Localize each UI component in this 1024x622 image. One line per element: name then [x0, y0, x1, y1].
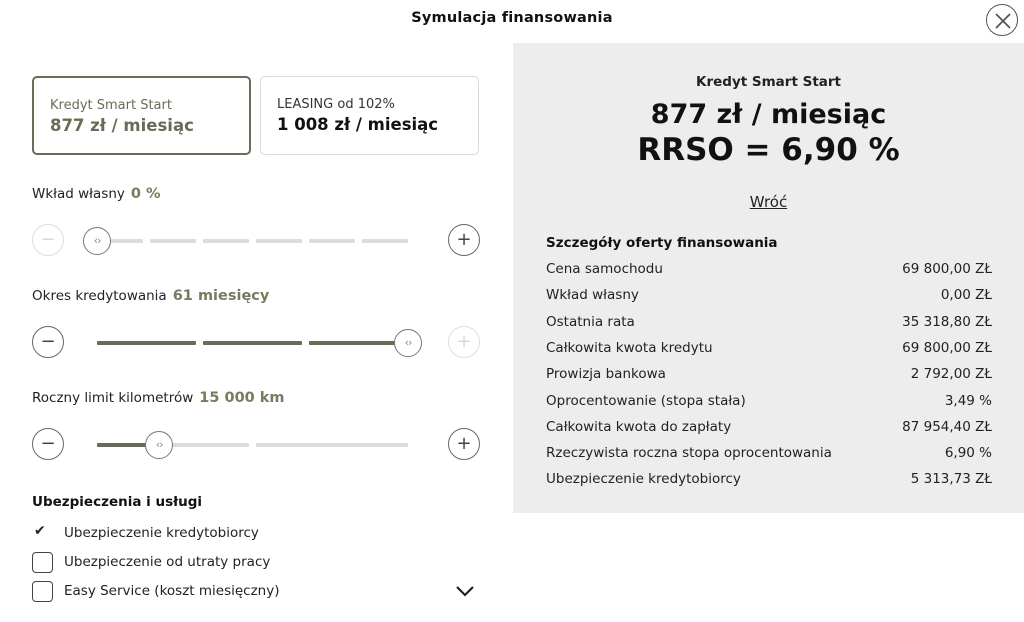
offer-tabs [32, 76, 480, 155]
slider-track-segment[interactable] [256, 239, 302, 243]
services-title: Ubezpieczenia i usługi [32, 494, 203, 510]
period-minus-button[interactable] [32, 326, 64, 358]
mileage-slider-thumb[interactable] [145, 431, 173, 459]
detail-value: 6,90 % [944, 445, 992, 462]
summary-monthly-price: 877 zł / miesiąc [650, 99, 887, 130]
detail-label: Wkład własny [546, 287, 639, 304]
down-payment-value: 0 % [130, 186, 161, 202]
drag-handle-icon: ‹› [93, 234, 101, 247]
slider-track-segment[interactable] [203, 341, 302, 345]
detail-row [546, 340, 992, 360]
service-label: Ubezpieczenie kredytobiorcy [64, 525, 259, 541]
period-plus-button[interactable] [448, 326, 480, 358]
minus-icon: − [40, 331, 56, 352]
period-label [32, 288, 480, 304]
service-label: Ubezpieczenie od utraty pracy [64, 554, 271, 570]
service-item-borrower-insurance [32, 523, 480, 545]
offer-card-leasing[interactable] [260, 76, 479, 155]
down-payment-plus-button[interactable] [448, 224, 480, 256]
service-checkbox[interactable] [32, 552, 53, 573]
detail-row [546, 287, 992, 307]
detail-label: Rzeczywista roczna stopa oprocentowania [546, 445, 832, 462]
chevron-down-icon[interactable] [455, 582, 475, 601]
plus-icon: + [456, 331, 472, 352]
period-slider-thumb[interactable] [394, 329, 422, 357]
detail-value: 5 313,73 ZŁ [910, 471, 992, 488]
detail-row [546, 445, 992, 465]
service-item-easy-service [32, 581, 480, 603]
down-payment-minus-button[interactable] [32, 224, 64, 256]
detail-value: 69 800,00 ZŁ [902, 339, 992, 356]
close-icon [994, 12, 1012, 30]
detail-value: 69 800,00 ZŁ [902, 261, 992, 277]
back-link-wrapper [513, 193, 1024, 211]
detail-value: 0,00 ZŁ [940, 287, 992, 304]
offer-card-smart-start[interactable] [32, 76, 251, 155]
mileage-label-text: Roczny limit kilometrów [32, 390, 194, 406]
detail-label: Cena samochodu [546, 261, 663, 277]
service-checkbox[interactable] [32, 581, 53, 602]
down-payment-label-text: Wkład własny [32, 186, 125, 202]
down-payment-slider-thumb[interactable] [83, 227, 111, 255]
down-payment-slider [32, 224, 480, 258]
slider-track-segment[interactable] [203, 239, 249, 243]
checkmark-icon[interactable]: ✔ [34, 523, 46, 539]
detail-label: Ostatnia rata [546, 313, 635, 330]
slider-track-segment[interactable] [309, 239, 355, 243]
slider-track-segment[interactable] [150, 239, 196, 243]
mileage-minus-button[interactable] [32, 428, 64, 460]
detail-value: 2 792,00 ZŁ [910, 366, 992, 383]
detail-row [546, 366, 992, 386]
detail-label: Całkowita kwota kredytu [546, 339, 713, 356]
mileage-value: 15 000 km [199, 390, 285, 406]
offer-name: Kredyt Smart Start [50, 98, 172, 113]
drag-handle-icon: ‹› [404, 336, 412, 349]
service-label: Easy Service (koszt miesięczny) [64, 583, 280, 599]
detail-label: Oprocentowanie (stopa stała) [546, 392, 746, 409]
period-value: 61 miesięcy [172, 288, 270, 304]
summary-offer-name: Kredyt Smart Start [696, 74, 841, 90]
down-payment-label [32, 186, 480, 202]
plus-icon: + [456, 229, 472, 250]
minus-icon: − [40, 433, 56, 454]
offer-summary-panel [513, 43, 1024, 513]
mileage-slider-block [32, 390, 480, 406]
period-label-text: Okres kredytowania [32, 288, 167, 304]
slider-track-segment[interactable] [97, 341, 196, 345]
offer-price: 1 008 zł / miesiąc [277, 115, 439, 134]
close-button[interactable] [986, 4, 1018, 36]
service-item-job-loss-insurance [32, 552, 480, 574]
plus-icon: + [456, 433, 472, 454]
configurator-panel [32, 76, 480, 454]
summary-rrso: RRSO = 6,90 % [637, 132, 900, 168]
detail-label: Prowizja bankowa [546, 366, 666, 383]
detail-value: 3,49 % [944, 392, 992, 409]
mileage-plus-button[interactable] [448, 428, 480, 460]
detail-row [546, 314, 992, 334]
detail-label: Całkowita kwota do zapłaty [546, 418, 732, 435]
drag-handle-icon: ‹› [155, 438, 163, 451]
period-slider-block [32, 288, 480, 304]
detail-value: 35 318,80 ZŁ [902, 313, 992, 330]
detail-row [546, 261, 992, 281]
slider-track-segment[interactable] [256, 443, 408, 447]
down-payment-slider-block [32, 186, 480, 202]
back-link[interactable]: Wróć [749, 193, 788, 211]
detail-value: 87 954,40 ZŁ [902, 418, 992, 435]
detail-row [546, 471, 992, 491]
mileage-slider [32, 428, 480, 462]
detail-label: Ubezpieczenie kredytobiorcy [546, 471, 741, 488]
details-title: Szczegóły oferty finansowania [546, 235, 778, 251]
page-title: Symulacja finansowania [411, 10, 613, 26]
detail-row [546, 393, 992, 413]
slider-track-segment[interactable] [362, 239, 408, 243]
offer-price: 877 zł / miesiąc [50, 116, 194, 135]
detail-row [546, 419, 992, 439]
minus-icon: − [40, 229, 56, 250]
mileage-label [32, 390, 480, 406]
period-slider [32, 326, 480, 360]
offer-name: LEASING od 102% [277, 97, 395, 112]
